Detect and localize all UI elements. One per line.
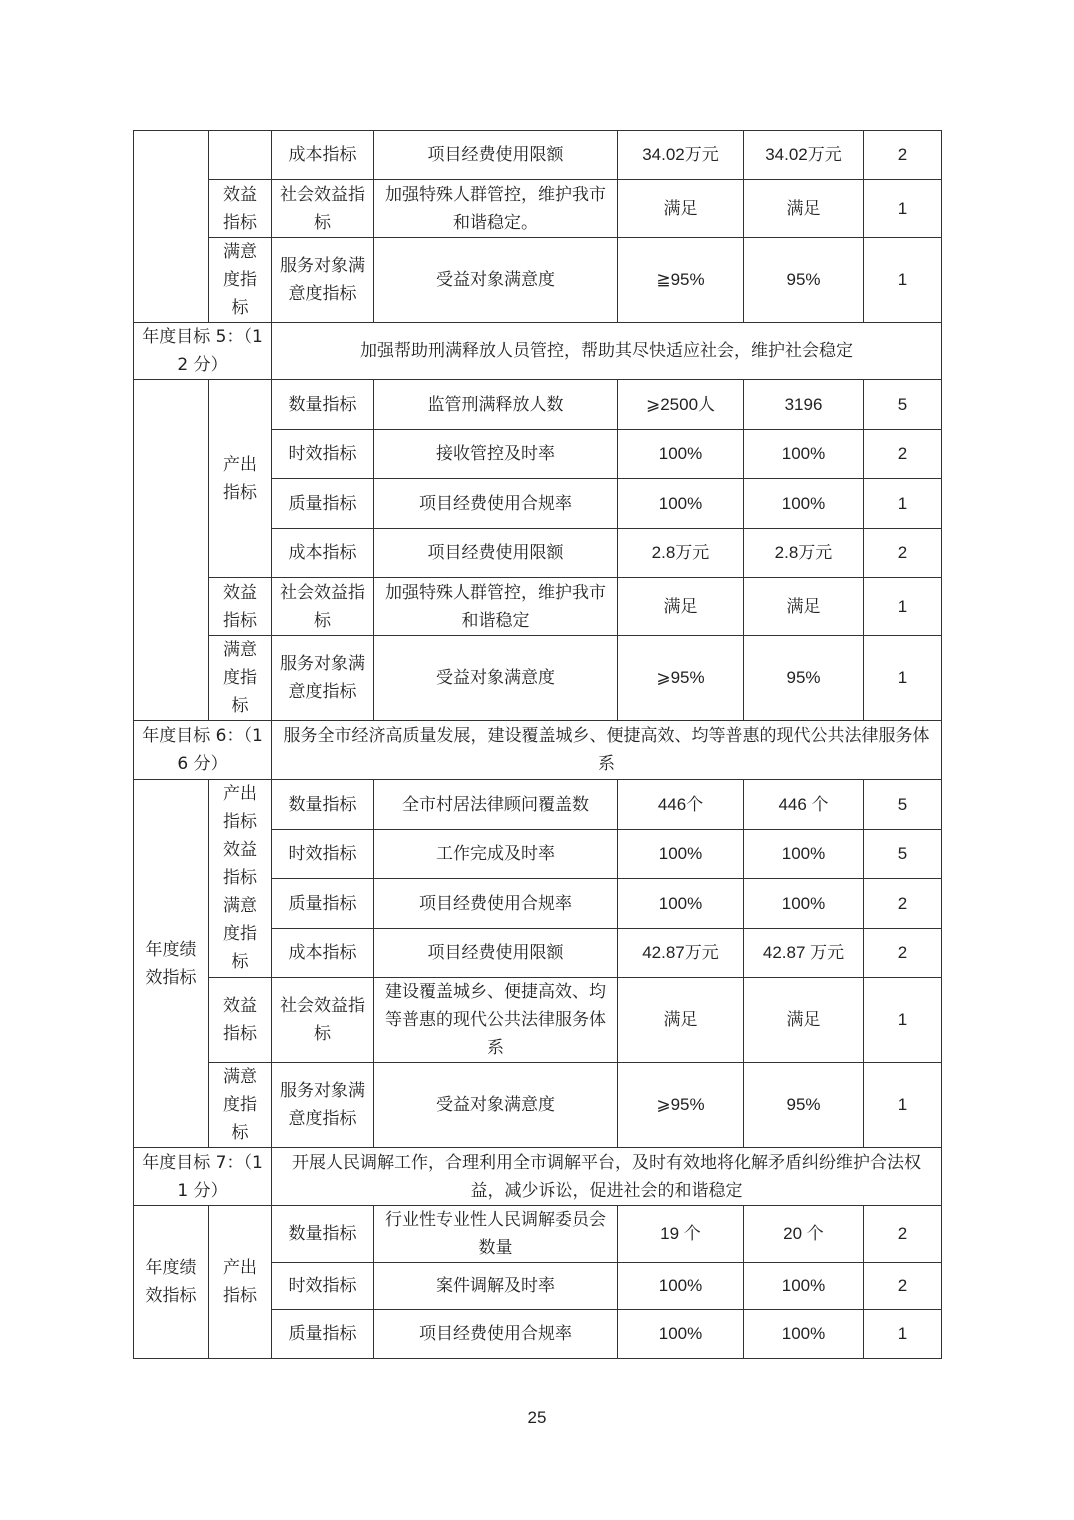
goal-text: 开展人民调解工作，合理利用全市调解平台，及时有效地将化解矛盾纠纷维护合法权益，减少诉讼，促进社会的和谐稳定: [272, 1148, 942, 1206]
level2-cell: 成本指标: [272, 529, 374, 578]
indicator-cell: 项目经费使用合规率: [374, 879, 618, 929]
level1-cell: 满意度指标: [209, 1063, 272, 1148]
indicator-cell: 加强特殊人群管控，维护我市和谐稳定。: [374, 180, 618, 238]
target-value: 42.87万元: [618, 929, 744, 978]
level1-cell: 效益指标: [209, 180, 272, 238]
actual-value: 100%: [744, 479, 864, 529]
level2-cell: 社会效益指标: [272, 978, 374, 1063]
target-value: 满足: [618, 180, 744, 238]
actual-value: 3196: [744, 380, 864, 430]
actual-value: 42.87 万元: [744, 929, 864, 978]
target-value: 100%: [618, 879, 744, 929]
indicator-cell: 受益对象满意度: [374, 1063, 618, 1148]
indicator-cell: 项目经费使用合规率: [374, 1310, 618, 1359]
level2-cell: 数量指标: [272, 1206, 374, 1263]
target-value: ⩾95%: [618, 1063, 744, 1148]
level2-cell: 服务对象满意度指标: [272, 636, 374, 721]
goal-label: 年度目标 5：（12 分）: [134, 323, 272, 380]
score-value: 1: [864, 479, 942, 529]
actual-value: 满足: [744, 578, 864, 636]
target-value: 满足: [618, 978, 744, 1063]
indicator-cell: 接收管控及时率: [374, 430, 618, 479]
indicator-cell: 监管刑满释放人数: [374, 380, 618, 430]
table-row: [134, 238, 942, 323]
score-value: 1: [864, 1063, 942, 1148]
level2-cell: 质量指标: [272, 1310, 374, 1359]
indicator-cell: 受益对象满意度: [374, 636, 618, 721]
level1-cell: 满意度指标: [209, 636, 272, 721]
score-value: 2: [864, 529, 942, 578]
table-row: [134, 180, 942, 238]
category-cell: 年度绩效指标: [134, 780, 209, 1148]
actual-value: 100%: [744, 1263, 864, 1310]
level2-cell: 质量指标: [272, 879, 374, 929]
target-value: 2.8万元: [618, 529, 744, 578]
target-value: 19 个: [618, 1206, 744, 1263]
level2-cell: 数量指标: [272, 780, 374, 830]
score-value: 5: [864, 830, 942, 879]
table-row: [134, 380, 942, 430]
level2-cell: 服务对象满意度指标: [272, 1063, 374, 1148]
table-row: [134, 978, 942, 1063]
actual-value: 95%: [744, 1063, 864, 1148]
actual-value: 20 个: [744, 1206, 864, 1263]
target-value: 34.02万元: [618, 131, 744, 180]
level1-cell: 效益指标: [209, 578, 272, 636]
output-indicator-cell: 产出指标: [209, 380, 272, 578]
indicator-cell: 工作完成及时率: [374, 830, 618, 879]
score-value: 2: [864, 1263, 942, 1310]
level2-cell: 社会效益指标: [272, 578, 374, 636]
score-value: 1: [864, 636, 942, 721]
level1-stack-cell: 产出指标效益指标满意度指标: [209, 780, 272, 978]
level1-cell: 效益指标: [209, 978, 272, 1063]
goal-label: 年度目标 7：（11 分）: [134, 1148, 272, 1206]
table-row: [134, 1206, 942, 1263]
level2-cell: 时效指标: [272, 1263, 374, 1310]
target-value: 100%: [618, 430, 744, 479]
score-value: 2: [864, 430, 942, 479]
table-row: [134, 578, 942, 636]
target-value: 446个: [618, 780, 744, 830]
actual-value: 446 个: [744, 780, 864, 830]
category-cell: [134, 131, 209, 323]
table-row: [134, 636, 942, 721]
actual-value: 95%: [744, 238, 864, 323]
indicator-cell: 项目经费使用限额: [374, 529, 618, 578]
indicator-cell: 加强特殊人群管控，维护我市和谐稳定: [374, 578, 618, 636]
page-number: 25: [527, 1408, 547, 1427]
level2-cell: 质量指标: [272, 479, 374, 529]
actual-value: 100%: [744, 879, 864, 929]
actual-value: 满足: [744, 180, 864, 238]
score-value: 2: [864, 929, 942, 978]
indicator-cell: 项目经费使用限额: [374, 929, 618, 978]
score-value: 5: [864, 380, 942, 430]
goal-text: 服务全市经济高质量发展，建设覆盖城乡、便捷高效、均等普惠的现代公共法律服务体系: [272, 721, 942, 780]
goal-label: 年度目标 6：（16 分）: [134, 721, 272, 780]
goal-row: [134, 721, 942, 780]
level1-cell: 满意度指标: [209, 238, 272, 323]
level2-cell: 社会效益指标: [272, 180, 374, 238]
actual-value: 满足: [744, 978, 864, 1063]
score-value: 5: [864, 780, 942, 830]
goal-row: [134, 323, 942, 380]
target-value: ⩾95%: [618, 636, 744, 721]
score-value: 2: [864, 879, 942, 929]
actual-value: 100%: [744, 430, 864, 479]
score-value: 1: [864, 1310, 942, 1359]
level2-cell: 时效指标: [272, 430, 374, 479]
level2-cell: 服务对象满意度指标: [272, 238, 374, 323]
indicator-cell: 建设覆盖城乡、便捷高效、均等普惠的现代公共法律服务体系: [374, 978, 618, 1063]
indicator-cell: 项目经费使用限额: [374, 131, 618, 180]
indicator-cell: 全市村居法律顾问覆盖数: [374, 780, 618, 830]
target-value: 100%: [618, 1310, 744, 1359]
actual-value: 34.02万元: [744, 131, 864, 180]
performance-table: [133, 130, 942, 1359]
category-cell: [134, 380, 209, 721]
category-cell: 年度绩效指标: [134, 1206, 209, 1359]
actual-value: 100%: [744, 1310, 864, 1359]
target-value: 100%: [618, 830, 744, 879]
table-row: [134, 131, 942, 180]
level1-cell: [209, 131, 272, 180]
indicator-cell: 案件调解及时率: [374, 1263, 618, 1310]
score-value: 1: [864, 180, 942, 238]
indicator-cell: 受益对象满意度: [374, 238, 618, 323]
goal-row: [134, 1148, 942, 1206]
score-value: 1: [864, 238, 942, 323]
target-value: ⩾2500人: [618, 380, 744, 430]
actual-value: 2.8万元: [744, 529, 864, 578]
level2-cell: 成本指标: [272, 929, 374, 978]
table-row: [134, 1063, 942, 1148]
target-value: 100%: [618, 1263, 744, 1310]
level2-cell: 时效指标: [272, 830, 374, 879]
level2-cell: 数量指标: [272, 380, 374, 430]
score-value: 1: [864, 578, 942, 636]
score-value: 2: [864, 1206, 942, 1263]
indicator-cell: 行业性专业性人民调解委员会数量: [374, 1206, 618, 1263]
actual-value: 95%: [744, 636, 864, 721]
table-row: [134, 780, 942, 830]
indicator-cell: 项目经费使用合规率: [374, 479, 618, 529]
target-value: 满足: [618, 578, 744, 636]
actual-value: 100%: [744, 830, 864, 879]
level2-cell: 成本指标: [272, 131, 374, 180]
target-value: 100%: [618, 479, 744, 529]
target-value: ≧95%: [618, 238, 744, 323]
goal-text: 加强帮助刑满释放人员管控，帮助其尽快适应社会，维护社会稳定: [272, 323, 942, 380]
score-value: 1: [864, 978, 942, 1063]
output-indicator-cell: 产出指标: [209, 1206, 272, 1359]
score-value: 2: [864, 131, 942, 180]
